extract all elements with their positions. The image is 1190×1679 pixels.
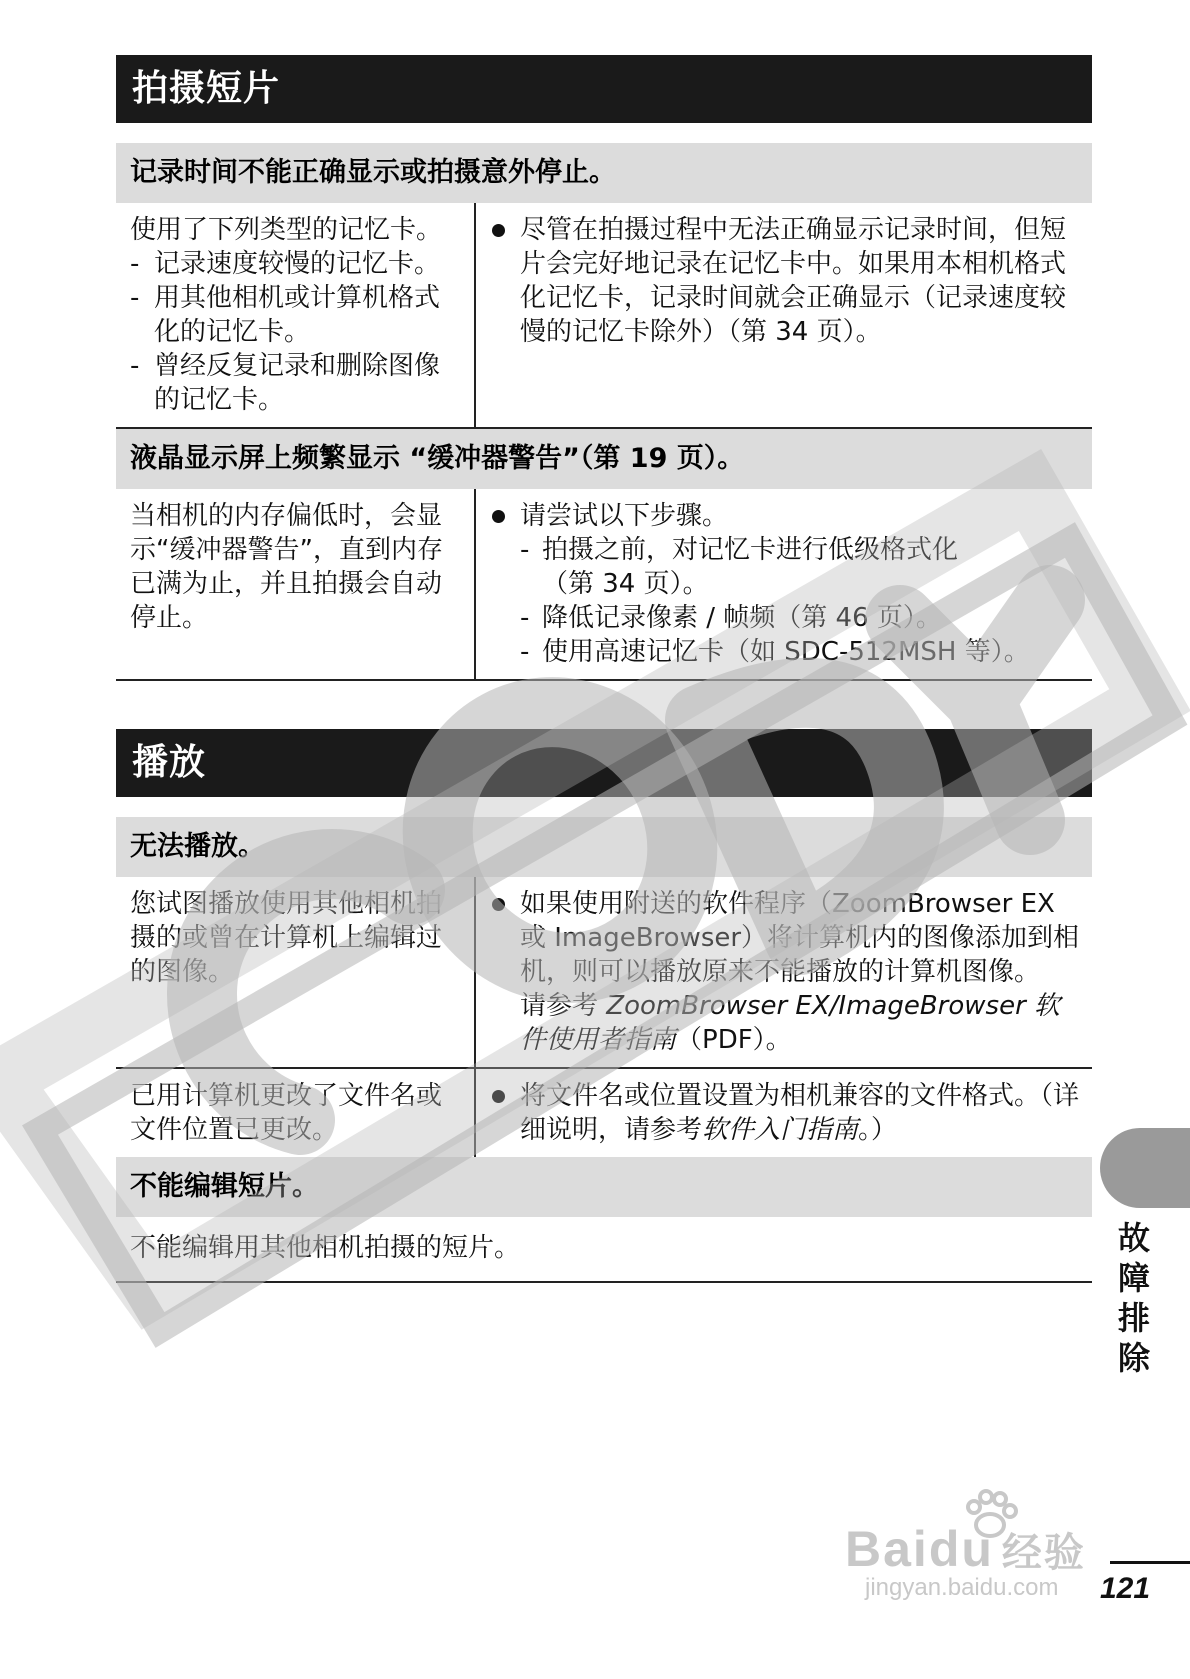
cause-cell: [116, 1069, 476, 1157]
solution-bullet: [490, 1079, 1082, 1147]
solution-suffix: 。）: [858, 1115, 898, 1145]
solution-cell: [476, 489, 1092, 679]
chapter-label-char: 除: [1117, 1339, 1150, 1377]
page-number-rule: [1110, 1561, 1190, 1564]
section-title-playback: 播放: [116, 729, 1092, 797]
solution-step: - 降低记录像素 / 帧频（第 46 页）。: [490, 601, 1082, 635]
solution-intro: 请尝试以下步骤。: [520, 501, 729, 531]
chapter-label: [1104, 1218, 1164, 1378]
reference-suffix: （PDF）。: [676, 1025, 792, 1055]
bullet-dot-icon: [492, 224, 505, 237]
reference-guide-title: ZoomBrowser EX/ImageBrowser 软件使用者指南: [520, 991, 1061, 1055]
bullet-dot-icon: [492, 510, 505, 523]
problem-heading-recording-time: 记录时间不能正确显示或拍摄意外停止。: [116, 143, 1092, 203]
problem-row: [116, 1069, 1092, 1157]
manual-page: [116, 55, 1092, 1283]
chapter-label-char: 故: [1117, 1219, 1150, 1257]
cause-item: - 曾经反复记录和删除图像的记忆卡。: [130, 349, 462, 417]
brand-text: du: [928, 1521, 994, 1577]
baidu-url: jingyan.baidu.com: [865, 1574, 1059, 1601]
reference-prefix: 请参考: [520, 991, 607, 1021]
bullet-dot-icon: [492, 898, 505, 911]
cause-text: 已用计算机更改了文件名或文件位置已更改。: [130, 1081, 443, 1145]
solution-step: - 拍摄之前，对记忆卡进行低级格式化: [490, 533, 1082, 567]
solution-cell: [476, 203, 1092, 427]
solution-text: 将文件名或位置设置为相机兼容的文件格式。（详细说明，请参考: [520, 1081, 1080, 1145]
guide-title: 软件入门指南: [702, 1115, 859, 1145]
solution-step-continued: （第 34 页）。: [542, 569, 709, 599]
solution-text: 如果使用附送的软件程序（ZoomBrowser EX 或 ImageBrowser）将计算机内的图像添加到相机，则可以播放原来不能播放的计算机图像。: [520, 889, 1080, 987]
cause-text: 当相机的内存偏低时，会显示“缓冲器警告”，直到内存已满为止，并且拍摄会自动停止。: [130, 501, 443, 633]
solution-reference: [490, 989, 1082, 1057]
chapter-tab: [1100, 1128, 1190, 1208]
section-title-movie: 拍摄短片: [116, 55, 1092, 123]
solution-text: 尽管在拍摄过程中无法正确显示记录时间，但短片会完好地记录在记忆卡中。如果用本相机格式化记忆卡，记录时间就会正确显示（记录速度较慢的记忆卡除外）（第 34 页）。: [520, 215, 1067, 347]
solution-bullet: [490, 499, 1082, 533]
cause-cell: [116, 877, 476, 1067]
cause-item: - 记录速度较慢的记忆卡。: [130, 247, 462, 281]
problem-row: [116, 877, 1092, 1069]
page-number: 121: [1100, 1572, 1151, 1605]
cause-cell: [116, 489, 476, 679]
cause-text: 您试图播放使用其他相机拍摄的或曾在计算机上编辑过的图像。: [130, 889, 443, 987]
brand-text-cn: 经验: [1001, 1531, 1086, 1575]
bullet-dot-icon: [492, 1090, 505, 1103]
solution-bullet: [490, 213, 1082, 349]
solution-cell: [476, 1069, 1092, 1157]
cause-cell: [116, 203, 476, 427]
baidu-paw-icon: [960, 1485, 1020, 1545]
chapter-label-char: 排: [1117, 1299, 1150, 1337]
problem-heading-cannot-play: 无法播放。: [116, 817, 1092, 877]
problem-heading-cannot-edit: 不能编辑短片。: [116, 1157, 1092, 1217]
solution-step: - 使用高速记忆卡（如 SDC-512MSH 等）。: [490, 635, 1082, 669]
brand-text: Bai: [845, 1521, 929, 1577]
chapter-label-char: 障: [1117, 1259, 1150, 1297]
full-width-answer: 不能编辑用其他相机拍摄的短片。: [116, 1217, 1092, 1283]
solution-bullet: [490, 887, 1082, 989]
problem-row: [116, 203, 1092, 429]
problem-heading-buffer-warning: 液晶显示屏上频繁显示 “缓冲器警告”（第 19 页）。: [116, 429, 1092, 489]
cause-item: - 用其他相机或计算机格式化的记忆卡。: [130, 281, 462, 349]
cause-intro: 使用了下列类型的记忆卡。: [130, 215, 443, 245]
problem-row: [116, 489, 1092, 681]
solution-cell: [476, 877, 1092, 1067]
